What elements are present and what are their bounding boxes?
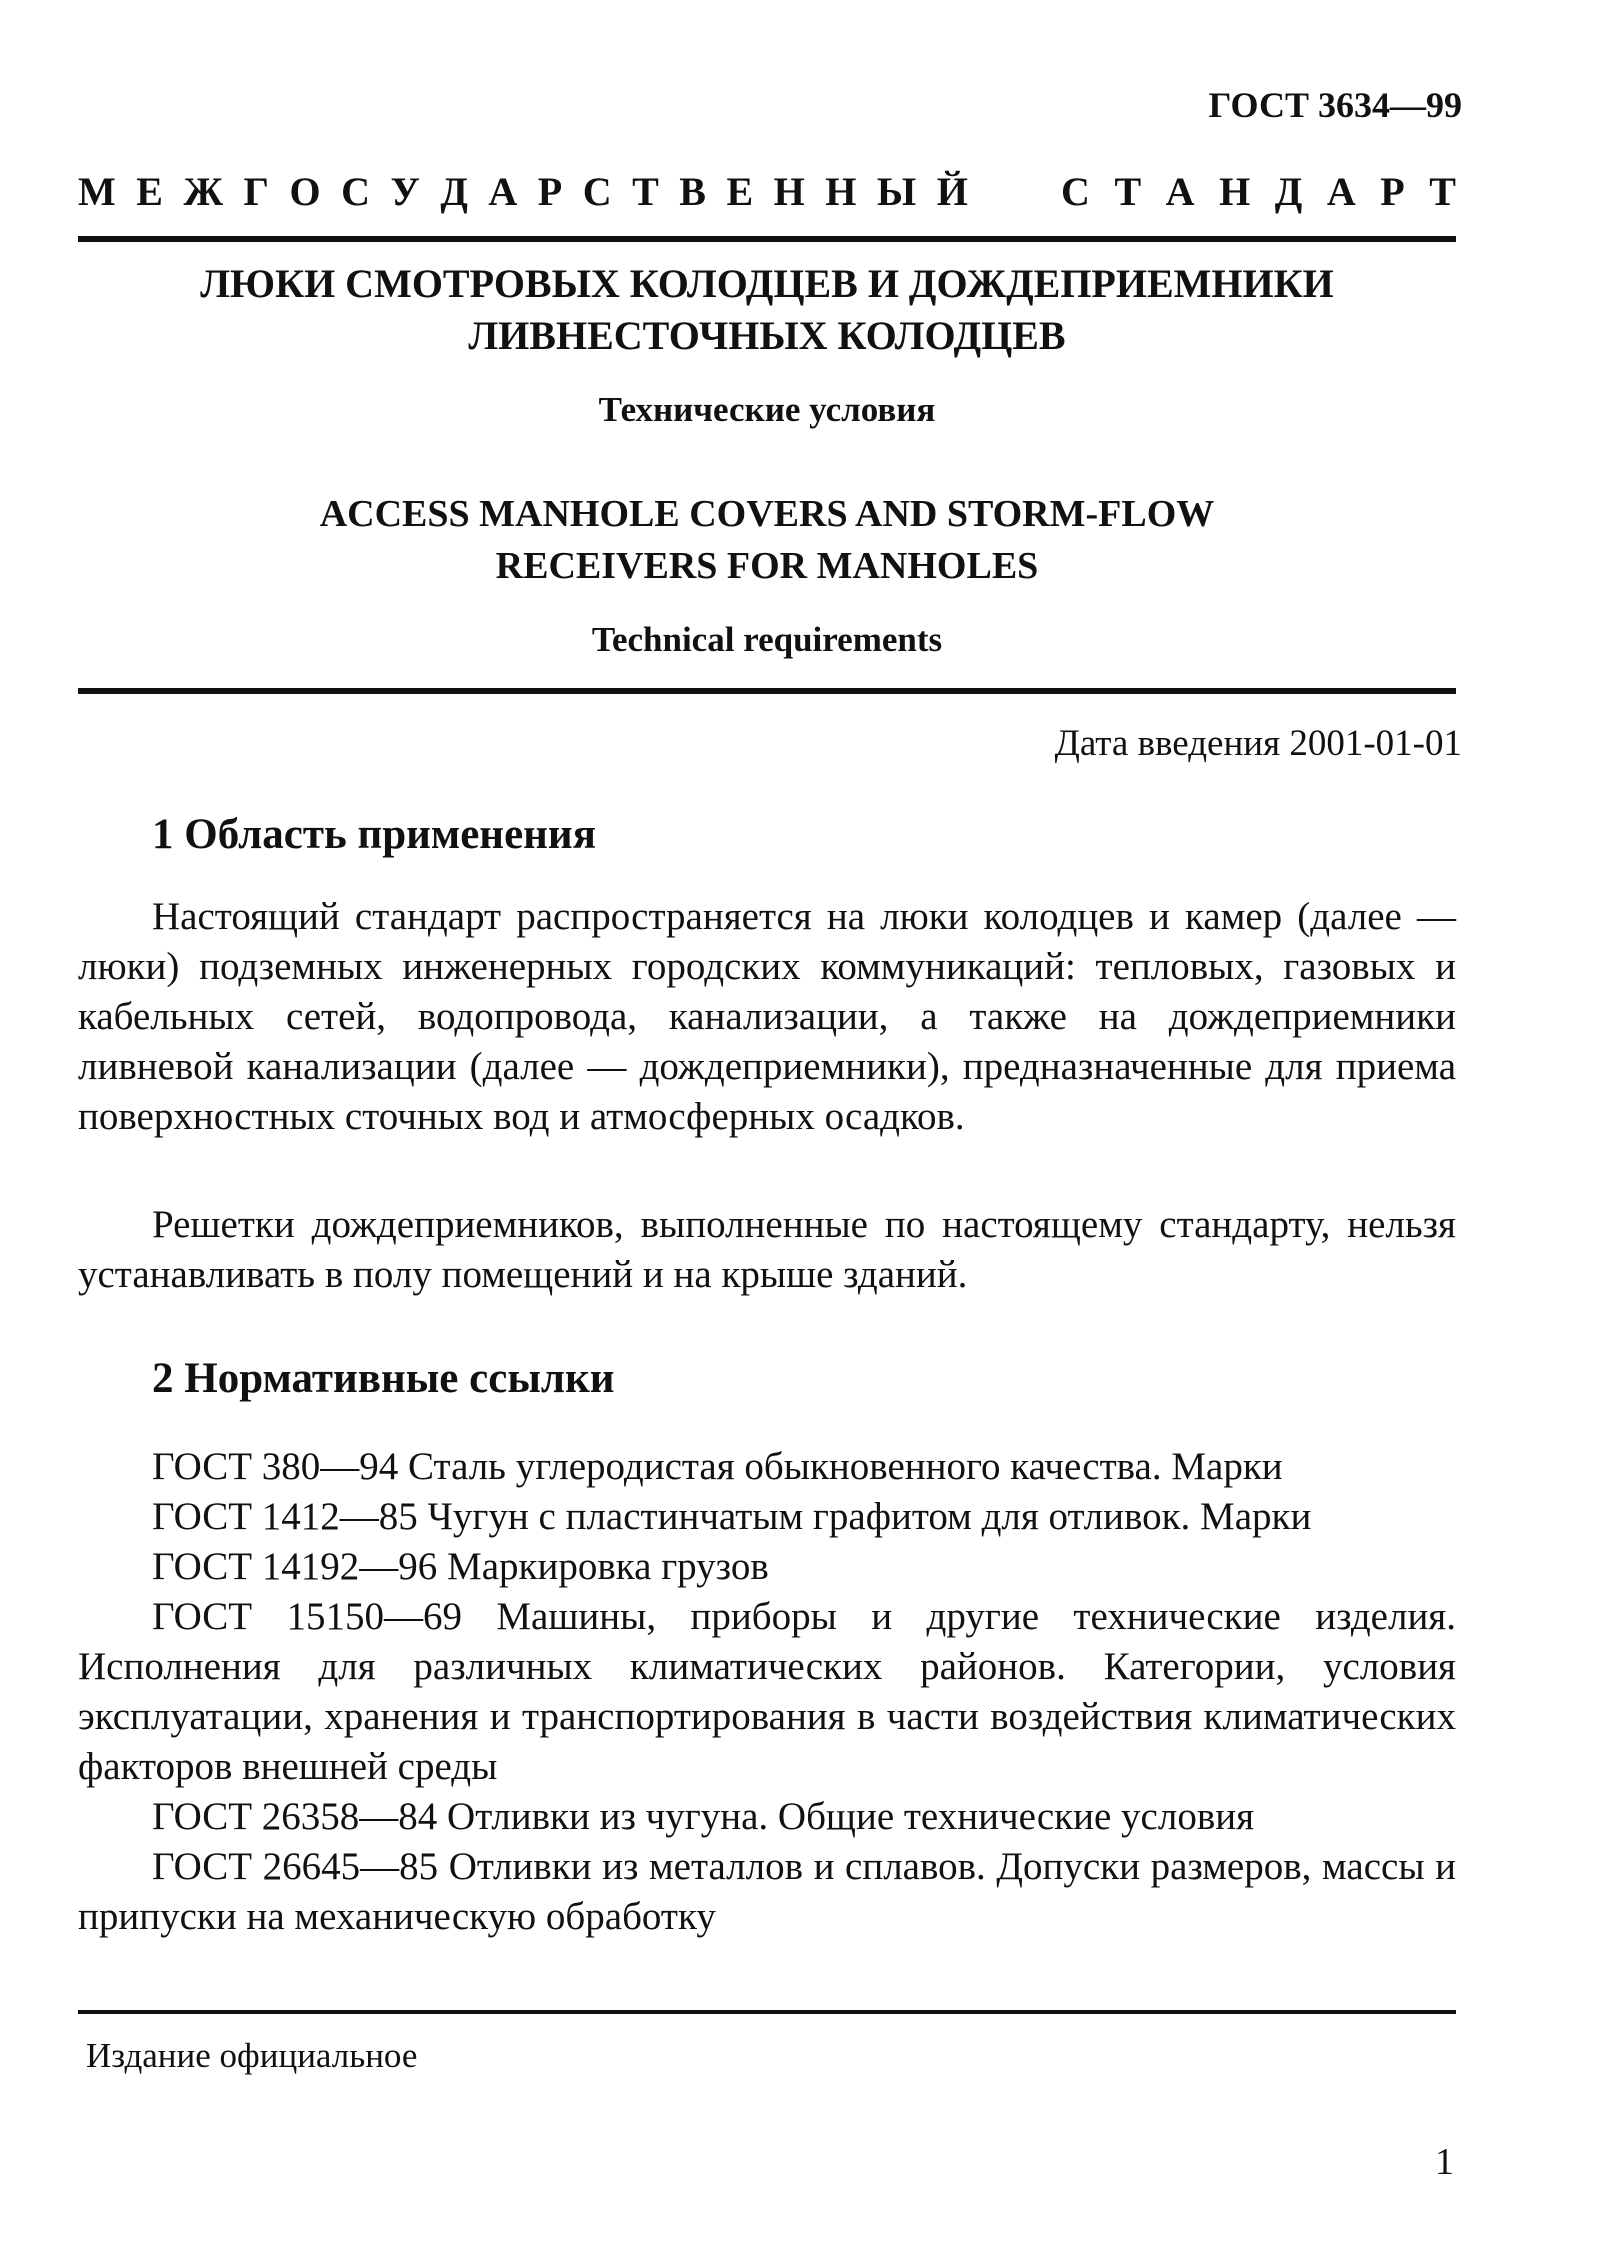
- kicker-letter: Й: [936, 169, 968, 214]
- title-english-line-1: ACCESS MANHOLE COVERS AND STORM-FLOW: [319, 493, 1215, 535]
- section-1-heading: 1 Область применения: [152, 811, 596, 858]
- kicker-letter: Д: [440, 169, 468, 214]
- kicker-letter: С: [341, 169, 370, 214]
- title-russian-line-2: ЛИВНЕСТОЧНЫХ КОЛОДЦЕВ: [468, 313, 1066, 358]
- reference-item: ГОСТ 14192—96 Маркировка грузов: [152, 1545, 769, 1588]
- kicker-word-interstate: [78, 168, 968, 215]
- normative-references-list: [78, 1442, 1456, 1942]
- kicker-letter: Ы: [876, 169, 917, 214]
- subtitle-russian: Технические условия: [598, 390, 936, 429]
- kicker-letter: М: [78, 169, 116, 214]
- edition-note: Издание официальное: [86, 2036, 418, 2075]
- kicker-letter: Е: [726, 169, 754, 214]
- kicker-letter: Т: [1429, 169, 1456, 214]
- kicker-letter: С: [582, 169, 612, 214]
- kicker-letter: Р: [537, 169, 563, 214]
- kicker-letter: В: [679, 169, 706, 214]
- footer-rule: [78, 2010, 1456, 2014]
- section-2-heading: 2 Нормативные ссылки: [152, 1355, 615, 1402]
- kicker-letter: А: [1165, 169, 1195, 214]
- reference-item: ГОСТ 1412—85 Чугун с пластинчатым графитом для отливок. Марки: [152, 1495, 1312, 1538]
- kicker-word-standard: [1061, 168, 1456, 215]
- subtitle-english: Technical requirements: [591, 620, 943, 659]
- kicker-letter: У: [390, 169, 420, 214]
- kicker-letter: С: [1061, 169, 1090, 214]
- kicker-letter: А: [1326, 169, 1356, 214]
- section-1-paragraph-1: Настоящий стандарт распространяется на люки колодцев и камер (далее — люки) подземных инженерных городских коммуникаций: тепловых, газовых и кабельных сетей, водопровода, канализации, а также на дождеприемники ливневой канализации (далее — дождеприемники), предназначенные для приема поверхностных сточных вод и атмосферных осадков.: [78, 895, 1456, 1138]
- kicker-letter: Н: [773, 169, 805, 214]
- title-english-line-2: RECEIVERS FOR MANHOLES: [495, 545, 1039, 587]
- kicker-letter: Д: [1274, 169, 1303, 214]
- kicker-letter: Е: [136, 169, 163, 214]
- kicker-letter: О: [289, 169, 321, 214]
- kicker-letter: Г: [243, 169, 269, 214]
- kicker-letter: Н: [1219, 169, 1251, 214]
- title-russian: [78, 258, 1456, 362]
- introduction-date: Дата введения 2001-01-01: [1054, 723, 1462, 764]
- kicker-letter: Н: [825, 169, 857, 214]
- kicker-letter: Т: [632, 169, 659, 214]
- page-number: 1: [1435, 2141, 1454, 2183]
- reference-item: ГОСТ 380—94 Сталь углеродистая обыкновенного качества. Марки: [152, 1445, 1283, 1488]
- reference-item: ГОСТ 15150—69 Машины, приборы и другие технические изделия. Исполнения для различных климатических районов. Категории, условия эксплуатации, хранения и транспортирования в части воздействия климатических факторов внешней среды: [78, 1595, 1456, 1788]
- kicker-letter: Т: [1114, 169, 1142, 214]
- top-rule: [78, 236, 1456, 242]
- section-1-paragraph-2: Решетки дождеприемников, выполненные по настоящему стандарту, нельзя устанавливать в полу помещений и на крыше зданий.: [78, 1203, 1456, 1296]
- kicker-letter: Р: [1380, 169, 1405, 214]
- standard-type-header: [78, 168, 1456, 215]
- kicker-letter: Ж: [183, 169, 224, 214]
- title-russian-line-1: ЛЮКИ СМОТРОВЫХ КОЛОДЦЕВ И ДОЖДЕПРИЕМНИКИ: [200, 261, 1334, 306]
- standard-code: ГОСТ 3634—99: [1208, 85, 1462, 125]
- title-english: [78, 488, 1456, 592]
- middle-rule: [78, 688, 1456, 694]
- reference-item: ГОСТ 26645—85 Отливки из металлов и сплавов. Допуски размеров, массы и припуски на механическую обработку: [78, 1845, 1456, 1938]
- reference-item: ГОСТ 26358—84 Отливки из чугуна. Общие технические условия: [152, 1795, 1255, 1838]
- kicker-letter: А: [488, 169, 518, 214]
